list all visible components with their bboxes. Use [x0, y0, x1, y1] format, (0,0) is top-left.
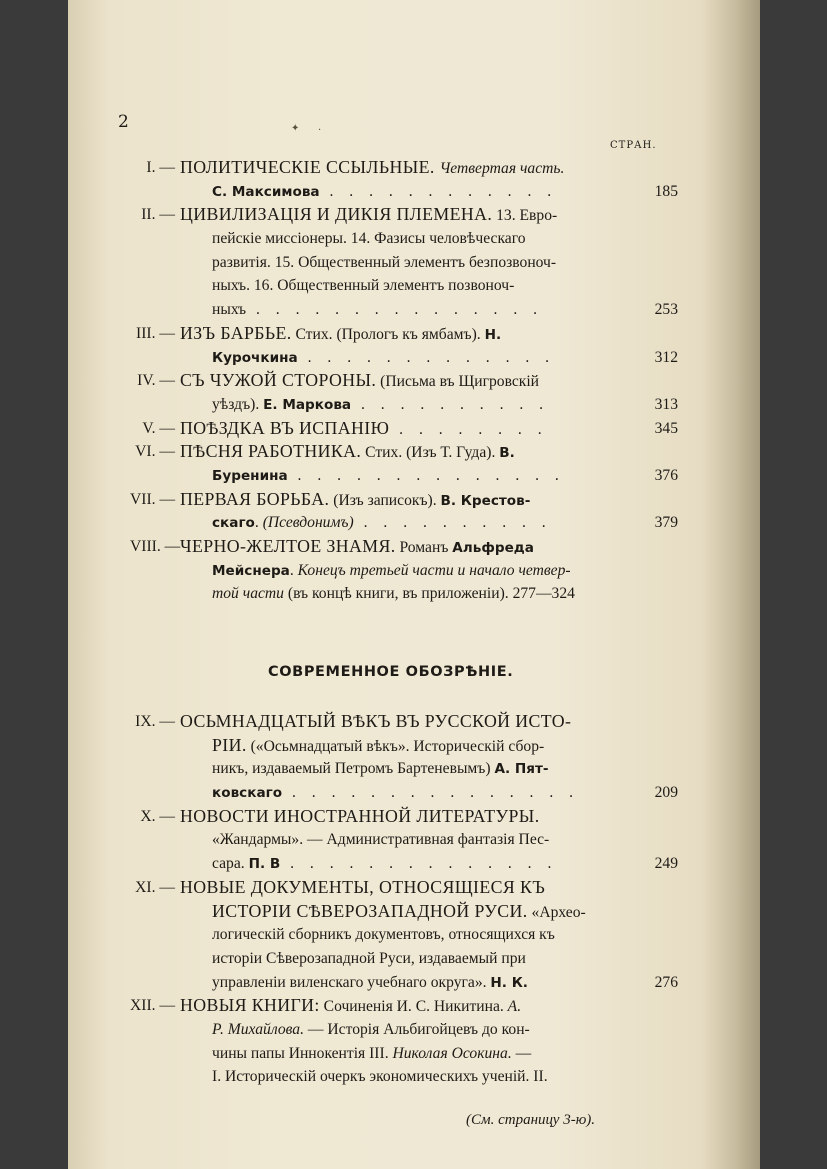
toc-entry	[130, 805, 678, 876]
toc-entry-text: С. Максимова . . . . . . . . . . . .	[212, 182, 558, 200]
toc-entry	[130, 322, 678, 369]
page-number: 2	[118, 112, 129, 132]
toc-entry-text: ковскаго . . . . . . . . . . . . . . .	[212, 784, 580, 802]
toc-entry-number: VII. —	[130, 490, 176, 508]
toc-entry-text: ЧЕРНО-ЖЕЛТОЕ ЗНАМЯ. Романъ Альфреда	[180, 536, 534, 556]
toc-entry-number: II. —	[141, 206, 175, 224]
toc-line	[130, 971, 678, 995]
toc-entry	[130, 440, 678, 487]
toc-entry-text: ПОѢЗДКА ВЪ ИСПАНІЮ . . . . . . . .	[180, 417, 548, 438]
toc-entry-text: ПѢСНЯ РАБОТНИКА. Стих. (Изъ Т. Гуда). В.	[180, 441, 515, 462]
toc-page-number: 379	[654, 514, 678, 532]
toc-entry-number: VI. —	[135, 443, 175, 461]
toc-entry-text: НОВЫЕ ДОКУМЕНТЫ, ОТНОСЯЩІЕСЯ КЪ	[180, 876, 546, 897]
toc-entry	[130, 203, 678, 321]
toc-entry-text: СЪ ЧУЖОЙ СТОРОНЫ. (Письма въ Щигровскій	[180, 370, 540, 391]
toc-line	[130, 203, 678, 227]
toc-entry-text: сара. П. В . . . . . . . . . . . . . .	[212, 855, 558, 873]
toc-entry-text: ныхъ . . . . . . . . . . . . . . .	[212, 301, 544, 319]
toc-line	[130, 393, 678, 417]
toc-page-number: 312	[654, 348, 678, 366]
toc-line	[130, 369, 678, 393]
toc-page-number: 376	[654, 466, 678, 484]
toc-entry-text: ПОЛИТИЧЕСКІЕ ССЫЛЬНЫЕ. Четвертая часть.	[180, 157, 565, 177]
toc-line	[130, 298, 678, 322]
toc-line	[130, 734, 678, 758]
toc-entry-text: ПЕРВАЯ БОРЬБА. (Изъ записокъ). В. Крестов-	[180, 488, 531, 509]
toc-entry-text: развитія. 15. Общественный элементъ безпозвоноч-	[212, 253, 557, 271]
toc-entry-number: X. —	[140, 807, 175, 825]
toc-entry-text: логическій сборникъ документовъ, относящихся къ	[212, 926, 555, 944]
toc-page-number: 276	[654, 973, 678, 991]
toc-line	[130, 274, 678, 298]
toc-entry-text: ОСЬМНАДЦАТЫЙ ВѢКЪ ВЪ РУССКОЙ ИСТО-	[180, 711, 572, 731]
toc-entry	[130, 156, 678, 203]
toc-line	[130, 1042, 678, 1066]
toc-line	[130, 488, 678, 512]
section-title: СОВРЕМЕННОЕ ОБОЗРѢНІЕ.	[268, 664, 514, 680]
toc-entry-text: Мейснера. Конецъ третьей части и начало четвер-	[212, 561, 571, 579]
toc-line	[130, 582, 678, 606]
toc-line	[130, 464, 678, 488]
toc-line	[130, 559, 678, 583]
toc-entry	[130, 994, 678, 1089]
toc-entry-number: VIII. —	[130, 538, 181, 555]
toc-entry	[130, 710, 678, 805]
toc-line	[130, 227, 678, 251]
toc-page-number: 249	[654, 855, 678, 873]
toc-line	[130, 156, 678, 180]
toc-entry-text: управленіи виленскаго учебнаго округа». Н. К.	[212, 973, 528, 991]
toc-line	[130, 346, 678, 370]
table-of-contents-review	[130, 710, 678, 1089]
toc-entry-number: IX. —	[135, 713, 175, 730]
paper-speck: ✦	[291, 123, 300, 134]
toc-entry-text: «Жандармы». — Административная фантазія Пес-	[212, 831, 550, 849]
toc-page-number: 345	[654, 419, 678, 437]
toc-entry-number: I. —	[146, 159, 175, 176]
toc-entry-number: XI. —	[135, 878, 175, 896]
toc-entry-number: XII. —	[130, 997, 176, 1015]
toc-line	[130, 947, 678, 971]
toc-entry-text: чины папы Иннокентія III. Николая Осокина. —	[212, 1044, 532, 1062]
toc-entry	[130, 488, 678, 535]
toc-line	[130, 251, 678, 275]
toc-entry-text: НОВЫЯ КНИГИ: Сочиненія И. С. Никитина. А.	[180, 995, 522, 1016]
page-column-header: СТРАН.	[610, 140, 657, 151]
toc-line	[130, 876, 678, 900]
toc-line	[130, 440, 678, 464]
toc-page-number: 209	[654, 784, 678, 802]
toc-entry-text: Курочкина . . . . . . . . . . . . .	[212, 348, 556, 366]
toc-line	[130, 417, 678, 441]
toc-entry	[130, 876, 678, 994]
toc-entry-text: ныхъ. 16. Общественный элементъ позвоноч-	[212, 277, 515, 295]
toc-line	[130, 994, 678, 1018]
toc-line	[130, 923, 678, 947]
page-fold-shadow	[700, 0, 760, 1169]
toc-line	[130, 322, 678, 346]
toc-line	[130, 710, 678, 734]
toc-entry	[130, 417, 678, 441]
toc-line	[130, 828, 678, 852]
toc-line	[130, 757, 678, 781]
toc-page-number: 185	[654, 182, 678, 200]
toc-line	[130, 535, 678, 559]
paper-speck: ·	[318, 125, 322, 136]
toc-entry-text: ЦИВИЛИЗАЦІЯ И ДИКІЯ ПЛЕМЕНА. 13. Евро-	[180, 204, 558, 225]
toc-line	[130, 511, 678, 535]
toc-entry-text: той части (въ концѣ книги, въ приложеніи). 277—324	[212, 585, 575, 603]
toc-entry-text: ИЗЪ БАРБЬЕ. Стих. (Прологъ къ ямбамъ). Н.	[180, 322, 502, 343]
toc-entry-text: РІИ. («Осьмнадцатый вѣкъ». Историческій сбор-	[212, 734, 545, 755]
toc-entry	[130, 369, 678, 416]
toc-entry-text: Р. Михайлова. — Исторія Альбигойцевъ до кон-	[212, 1020, 530, 1038]
toc-entry-text: уѣздъ). Е. Маркова . . . . . . . . . .	[212, 395, 550, 413]
toc-entry-number: V. —	[142, 419, 175, 437]
toc-entry-text: пейскіе миссіонеры. 14. Фазисы человѣческаго	[212, 230, 526, 248]
toc-page-number: 313	[654, 395, 678, 413]
toc-entry-text: I. Историческій очеркъ экономическихъ ученій. II.	[212, 1068, 548, 1086]
toc-entry-text: исторіи Сѣверозападной Руси, издаваемый при	[212, 949, 526, 967]
toc-entry-number: III. —	[136, 324, 175, 342]
toc-line	[130, 1018, 678, 1042]
toc-line	[130, 805, 678, 829]
toc-line	[130, 180, 678, 204]
toc-entry-text: ИСТОРІИ СѢВЕРОЗАПАДНОЙ РУСИ. «Архео-	[212, 900, 586, 921]
toc-line	[130, 852, 678, 876]
toc-line	[130, 1065, 678, 1089]
toc-entry-number: IV. —	[137, 372, 175, 390]
table-of-contents-literary	[130, 156, 678, 606]
toc-line	[130, 900, 678, 924]
toc-page-number: 253	[654, 301, 678, 319]
toc-line	[130, 781, 678, 805]
toc-entry-text: никъ, издаваемый Петромъ Бартеневымъ) А. Пят-	[212, 760, 549, 778]
toc-entry-text: скаго. (Псевдонимъ) . . . . . . . . . .	[212, 514, 552, 532]
toc-entry	[130, 535, 678, 606]
toc-entry-text: НОВОСТИ ИНОСТРАННОЙ ЛИТЕРАТУРЫ.	[180, 805, 540, 826]
footer-note: (См. страницу 3-ю).	[466, 1112, 596, 1128]
toc-entry-text: Буренина . . . . . . . . . . . . . .	[212, 466, 565, 484]
